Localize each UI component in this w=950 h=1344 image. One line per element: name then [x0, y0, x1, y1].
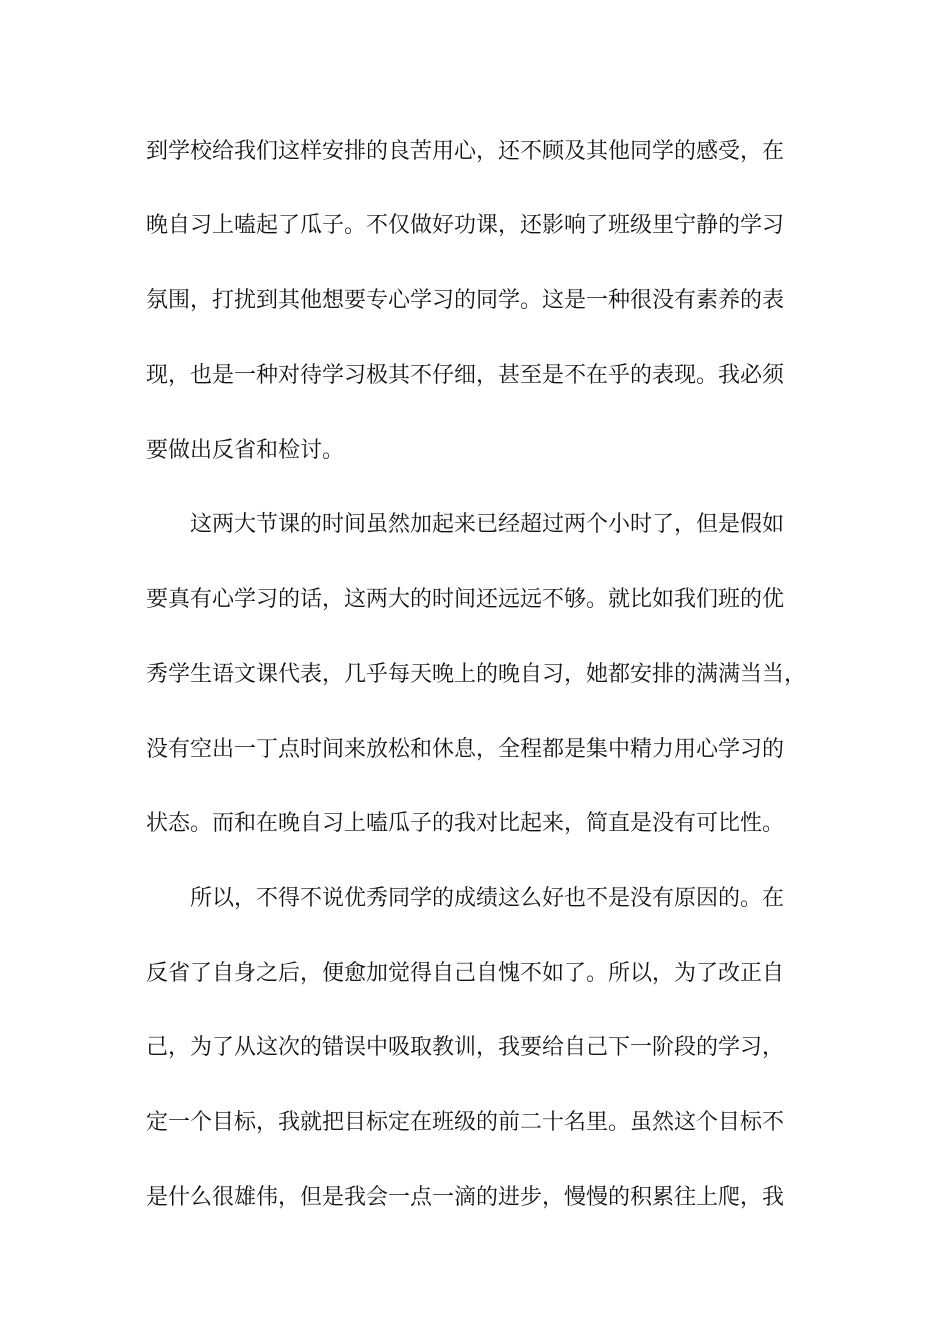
- paragraph-first-line: 这两大节课的时间虽然加起来已经超过两个小时了，但是假如: [190, 512, 785, 537]
- text-line: 秀学生语文课代表，几乎每天晚上的晚自习，她都安排的满满当当，: [146, 662, 807, 687]
- text-line: 反省了自身之后，便愈加觉得自己自愧不如了。所以，为了改正自: [146, 961, 785, 986]
- text-line: 要真有心学习的话，这两大的时间还远远不够。就比如我们班的优: [146, 587, 785, 612]
- text-line: 状态。而和在晚自习上嗑瓜子的我对比起来，简直是没有可比性。: [146, 811, 785, 836]
- text-line: 没有空出一丁点时间来放松和休息，全程都是集中精力用心学习的: [146, 737, 785, 762]
- text-line: 氛围，打扰到其他想要专心学习的同学。这是一种很没有素养的表: [146, 288, 785, 313]
- text-line: 到学校给我们这样安排的良苦用心，还不顾及其他同学的感受，在: [146, 139, 785, 164]
- text-line: 要做出反省和检讨。: [146, 438, 345, 463]
- text-line: 晚自习上嗑起了瓜子。不仅做好功课，还影响了班级里宁静的学习: [146, 213, 785, 238]
- text-line: 己，为了从这次的错误中吸取教训，我要给自己下一阶段的学习，: [146, 1035, 785, 1060]
- text-line: 定一个目标，我就把目标定在班级的前二十名里。虽然这个目标不: [146, 1110, 785, 1135]
- paragraph-first-line: 所以，不得不说优秀同学的成绩这么好也不是没有原因的。在: [190, 886, 785, 911]
- text-line: 现，也是一种对待学习极其不仔细，甚至是不在乎的表现。我必须: [146, 363, 785, 388]
- text-line: 是什么很雄伟，但是我会一点一滴的进步，慢慢的积累往上爬，我: [146, 1185, 785, 1210]
